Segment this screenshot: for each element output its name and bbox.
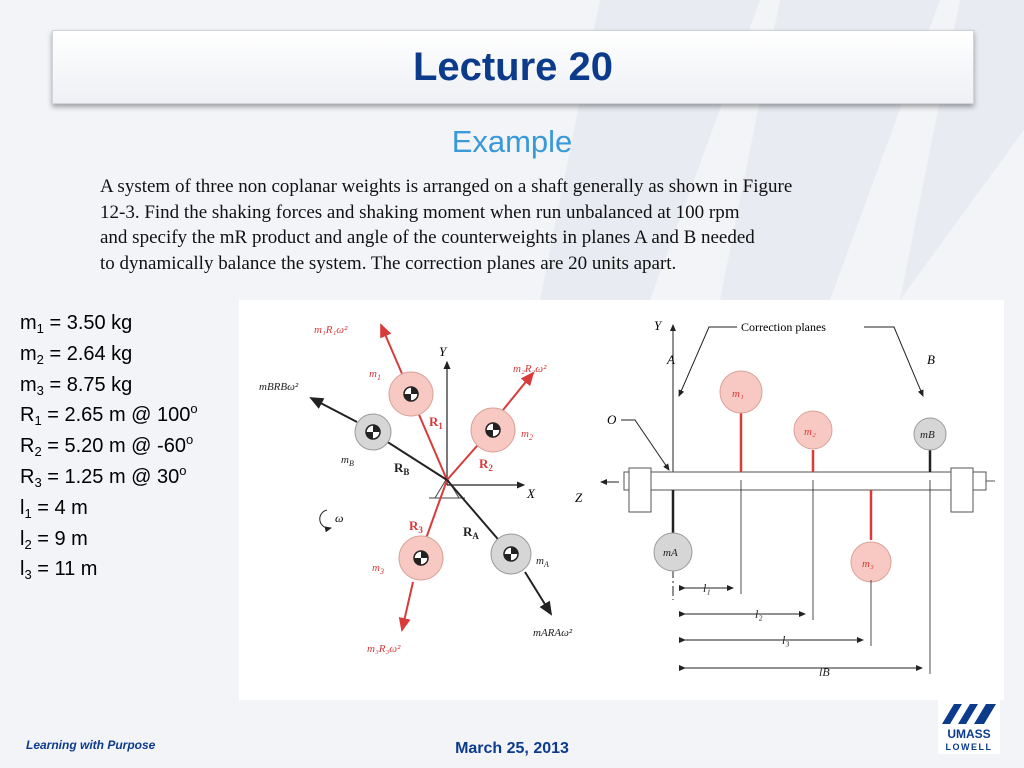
param-l2: $l_2 = 9$ m — [20, 527, 88, 552]
slide-title: Lecture 20 — [412, 45, 614, 89]
param-l3: $l_3 = 11$ m — [20, 558, 98, 583]
label-mB: $m_B$ — [341, 454, 354, 468]
label-force-A: mARAω² — [533, 627, 573, 639]
param-m2: $m_2 = 2.64$ kg — [20, 342, 133, 367]
figure-12-3 — [239, 300, 1004, 700]
logo-text-top: UMASS — [947, 727, 991, 741]
label-R3: $R_3$ — [409, 518, 423, 535]
label-force-2: m₂R₂ω² — [513, 363, 547, 375]
side-label-m1: m₁ — [732, 388, 744, 400]
side-label-m3: m₃ — [862, 558, 874, 570]
correction-planes-label: Correction planes — [741, 320, 826, 334]
label-m3: $m_3$ — [372, 562, 384, 576]
title-bar — [52, 30, 974, 104]
label-force-3: m₃R₃ω² — [367, 643, 401, 655]
problem-line: A system of three non coplanar weights is arranged on a shaft generally as shown in Figure — [100, 176, 793, 197]
problem-line: 12-3. Find the shaking forces and shaking moment when run unbalanced at 100 rpm — [100, 201, 740, 223]
label-m2: $m_2$ — [521, 428, 533, 442]
mass-m2 — [471, 408, 515, 452]
param-m3: $m_3 = 8.75$ kg — [20, 373, 133, 398]
mass-mA — [491, 534, 531, 574]
given-parameters — [20, 308, 198, 585]
umass-lowell-logo — [938, 700, 1000, 754]
footer-tagline: Learning with Purpose — [26, 738, 156, 752]
label-RB: $R_B$ — [394, 460, 410, 477]
side-label-m2: m₂ — [804, 426, 816, 438]
label-R1: $R_1$ — [429, 414, 443, 431]
dim-lB: lB — [819, 665, 830, 679]
side-y-label: Y — [654, 318, 662, 333]
slide-subtitle: Example — [451, 124, 573, 159]
side-view — [575, 318, 995, 679]
side-label-mB: mB — [920, 429, 935, 441]
problem-line: and specify the mR product and angle of the counterweights in planes A and B needed — [100, 227, 755, 248]
dim-l1: l₁ — [703, 581, 711, 595]
omega-label: ω — [335, 511, 344, 525]
mass-mB — [355, 414, 391, 450]
param-r1: $R_1 = 2.65$ m @ 100$^o$ — [20, 401, 198, 429]
problem-statement — [100, 174, 940, 276]
figure-svg — [239, 300, 1004, 700]
origin-label: O — [607, 412, 617, 427]
x-axis-label: X — [527, 486, 535, 501]
label-mA: $m_A$ — [536, 555, 549, 569]
label-m1: $m_1$ — [369, 368, 381, 382]
param-m1: $m_1 = 3.50$ kg — [20, 312, 133, 336]
problem-line: to dynamically balance the system. The correction planes are 20 units apart. — [100, 252, 677, 274]
plane-B-label: B — [927, 352, 935, 367]
label-R2: $R_2$ — [479, 456, 493, 473]
param-l1: $l_1 = 4$ m — [20, 496, 88, 521]
dim-l3: l₃ — [782, 633, 790, 647]
y-axis-label: Y — [439, 344, 447, 359]
logo-text-bottom: LOWELL — [945, 742, 993, 752]
label-force-B: mBRBω² — [259, 381, 299, 393]
footer-date: March 25, 2013 — [455, 740, 569, 757]
end-view — [259, 324, 573, 655]
mass-m3 — [399, 536, 443, 580]
label-force-1: m₁R₁ω² — [314, 324, 348, 336]
dim-l2: l₂ — [755, 607, 763, 621]
param-r3: $R_3 = 1.25$ m @ 30$^o$ — [20, 462, 187, 490]
z-axis-label: Z — [575, 490, 583, 505]
side-label-mA: mA — [663, 547, 678, 559]
plane-A-label: A — [667, 352, 675, 367]
mass-m1 — [389, 372, 433, 416]
label-RA: $R_A$ — [463, 524, 479, 541]
param-r2: $R_2 = 5.20$ m @ -60$^o$ — [20, 432, 194, 460]
